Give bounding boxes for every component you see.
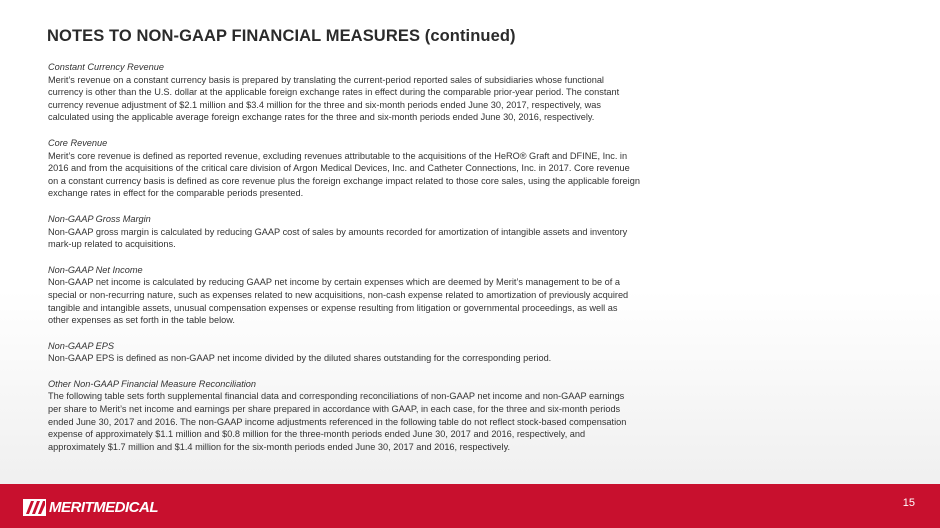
section-heading: Non-GAAP Gross Margin: [48, 213, 151, 224]
section-heading: Non-GAAP EPS: [48, 340, 115, 351]
paragraph-line: 2016 and from the acquisitions of the critical care division of Argon Medical Devices, Inc. and Catheter Connections, Inc. in 2017. Core revenue: [48, 163, 630, 174]
merit-medical-logo: [23, 497, 158, 517]
paragraph-line: Non-GAAP gross margin is calculated by reducing GAAP cost of sales by amounts recorded for amortization of intangible assets and inventory: [48, 226, 628, 237]
section-heading: Other Non-GAAP Financial Measure Reconciliation: [48, 378, 257, 389]
section-non-gaap-net-income: [48, 264, 688, 327]
paragraph-line: other expenses as set forth in the table below.: [48, 315, 235, 326]
logo-text: MERITMEDICAL: [49, 498, 158, 516]
section-heading: Non-GAAP Net Income: [48, 264, 143, 275]
paragraph-line: currency revenue adjustment of $2.1 million and $3.4 million for the three and six-month periods ended June 30, 2017, respectively, was: [48, 99, 601, 110]
section-reconciliation: [48, 378, 688, 454]
notes-content: [48, 61, 688, 466]
paragraph-line: expense of approximately $1.1 million and $0.8 million for the three-month periods ended June 30, 2017 and 2016, respectively, and: [48, 429, 586, 440]
paragraph-line: tangible and intangible assets, unusual compensation expenses or expense resulting from litigation or governmental proceedings, as well as: [48, 302, 618, 313]
section-constant-currency-revenue: [48, 61, 688, 124]
merit-logo-mark-icon: [23, 499, 46, 516]
paragraph-line: currency is other than the U.S. dollar at the applicable foreign exchange rates in effect during the comparable prior-year period. The constant: [48, 87, 620, 98]
page-title: NOTES TO NON-GAAP FINANCIAL MEASURES (continued): [47, 27, 516, 45]
section-heading: Core Revenue: [48, 137, 108, 148]
page-number: 15: [902, 497, 915, 509]
paragraph-line: on a constant currency basis is defined as core revenue plus the foreign exchange impact related to those core sales, using the applicable foreign: [48, 175, 640, 186]
paragraph-line: special or non-recurring nature, such as expenses related to new acquisitions, non-cash expense related to amortization of previously acquired: [48, 289, 629, 300]
paragraph-line: Non-GAAP EPS is defined as non-GAAP net income divided by the diluted shares outstanding for the corresponding period.: [48, 353, 552, 364]
paragraph-line: Merit’s core revenue is defined as reported revenue, excluding revenues attributable to the acquisitions of the HeRO® Graft and DFINE, Inc. in: [48, 150, 628, 161]
section-core-revenue: [48, 137, 688, 200]
paragraph-line: ended June 30, 2017 and 2016. The non-GAAP income adjustments referenced in the following table do not reflect stock-based compensation: [48, 416, 627, 427]
paragraph-line: calculated using the applicable average foreign exchange rates for the three and six-month periods ended June 30, 2016, respectively.: [48, 112, 595, 123]
paragraph-line: Non-GAAP net income is calculated by reducing GAAP net income by certain expenses which are deemed by Merit’s management to be of a: [48, 277, 620, 288]
paragraph-line: mark-up related to acquisitions.: [48, 239, 176, 250]
section-non-gaap-gross-margin: [48, 213, 688, 251]
paragraph-line: per share to Merit’s net income and earnings per share prepared in accordance with GAAP, in each case, for the three and six-month periods: [48, 404, 621, 415]
section-non-gaap-eps: [48, 340, 688, 365]
paragraph-line: exchange rates in effect for the comparable periods presented.: [48, 188, 304, 199]
paragraph-line: Merit’s revenue on a constant currency basis is prepared by translating the current-period reported sales of subsidiaries whose functional: [48, 74, 604, 85]
paragraph-line: approximately $1.7 million and $1.4 million for the six-month periods ended June 30, 2017 and 2016, respectively.: [48, 441, 511, 452]
section-heading: Constant Currency Revenue: [48, 62, 164, 72]
paragraph-line: The following table sets forth supplemental financial data and corresponding reconciliations of non-GAAP net income and non-GAAP earnings: [48, 391, 625, 402]
